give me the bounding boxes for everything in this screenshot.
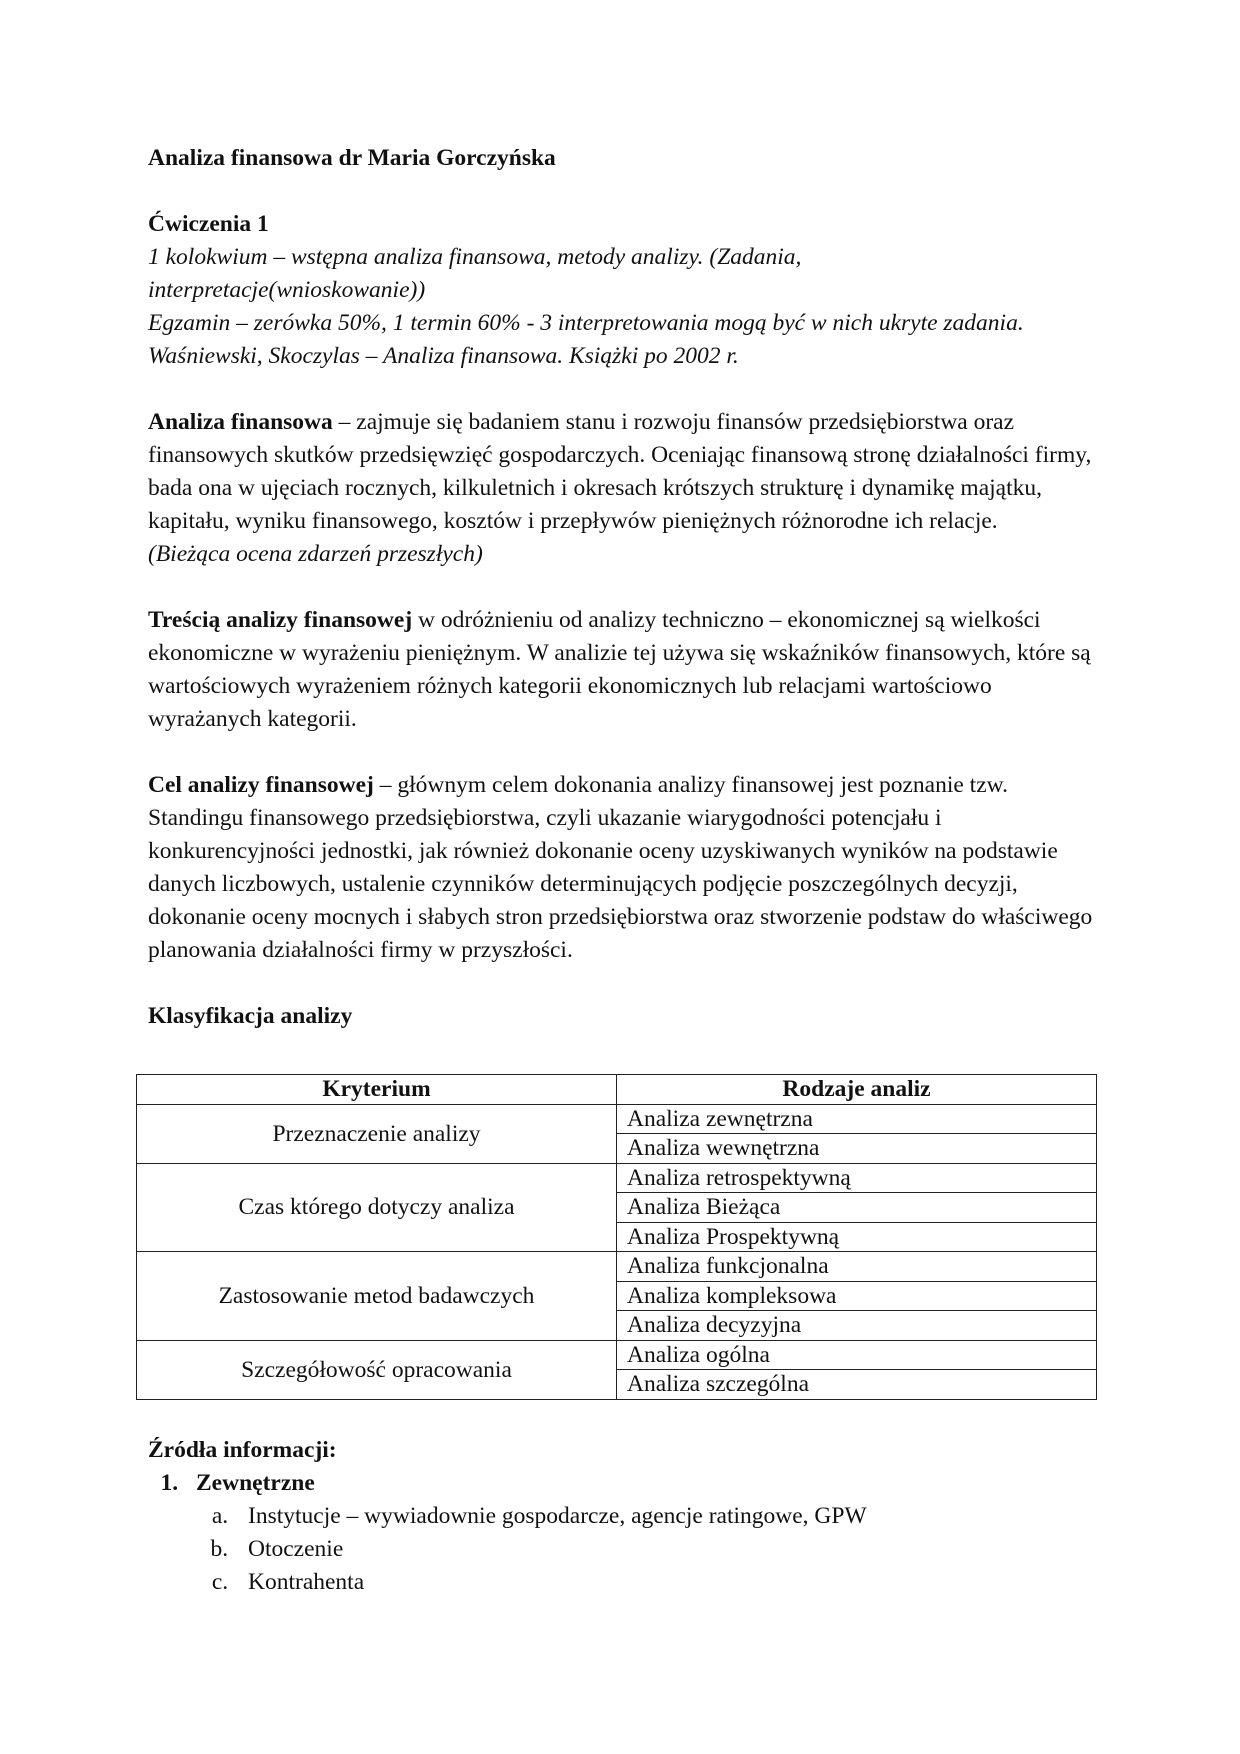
definition-term: Analiza finansowa (148, 409, 333, 435)
criterion-cell: Czas którego dotyczy analiza (137, 1163, 617, 1252)
note-line: Waśniewski, Skoczylas – Analiza finansowa. Książki po 2002 r. (148, 343, 739, 369)
sub-list (196, 1500, 1108, 1599)
criterion-cell: Zastosowanie metod badawczych (137, 1252, 617, 1341)
sources-heading: Źródła informacji: (148, 1437, 337, 1463)
content-term: Treścią analizy finansowej (148, 607, 413, 633)
document-body (148, 142, 1108, 1033)
note-line: interpretacje(wnioskowanie)) (148, 277, 426, 303)
list-item-label: Zewnętrzne (196, 1470, 315, 1496)
type-cell: Analiza Bieżąca (617, 1193, 1097, 1223)
type-cell: Analiza szczególna (617, 1370, 1097, 1400)
sources-list (148, 1467, 1108, 1599)
type-cell: Analiza wewnętrzna (617, 1134, 1097, 1164)
goal-term: Cel analizy finansowej (148, 772, 374, 798)
definition-note: (Bieżąca ocena zdarzeń przeszłych) (148, 541, 483, 567)
type-cell: Analiza decyzyjna (617, 1311, 1097, 1341)
table-header-row (137, 1075, 1097, 1105)
note-line: Egzamin – zerówka 50%, 1 termin 60% - 3 interpretowania mogą być w nich ukryte zadania. (148, 310, 1024, 336)
definition-paragraph (148, 406, 1108, 538)
header-criterion: Kryterium (137, 1075, 617, 1105)
table-row (137, 1252, 1097, 1282)
content-text: w odróżnieniu od analizy techniczno – ekonomicznej są wielkości ekonomiczne w wyrażeniu pieniężnym. W analizie tej używa się wskaźników finansowych, które są wartościowych wyrażeniem różnych kategorii ekonomicznych lub relacjami wartościowo wyrażanych kategorii. (148, 607, 1091, 732)
criterion-cell: Przeznaczenie analizy (137, 1104, 617, 1163)
type-cell: Analiza kompleksowa (617, 1281, 1097, 1311)
type-cell: Analiza Prospektywną (617, 1222, 1097, 1252)
sources-section (148, 1434, 1108, 1599)
type-cell: Analiza zewnętrzna (617, 1104, 1097, 1134)
table-row (137, 1104, 1097, 1134)
header-types: Rodzaje analiz (617, 1075, 1097, 1105)
goal-text: – głównym celem dokonania analizy finansowej jest poznanie tzw. Standingu finansowego przedsiębiorstwa, czyli ukazanie wiarygodności potencjału i konkurencyjności jednostki, jak również dokonanie oceny uzyskiwanych wyników na podstawie danych liczbowych, ustalenie czynników determinujących podjęcie poszczególnych decyzji, dokonanie oceny mocnych i słabych stron przedsiębiorstwa oraz stworzenie podstaw do właściwego planowania działalności firmy w przyszłości. (148, 772, 1093, 963)
type-cell: Analiza funkcjonalna (617, 1252, 1097, 1282)
type-cell: Analiza ogólna (617, 1340, 1097, 1370)
document-title: Analiza finansowa dr Maria Gorczyńska (148, 145, 556, 171)
classification-heading: Klasyfikacja analizy (148, 1003, 353, 1029)
note-line: 1 kolokwium – wstępna analiza finansowa, metody analizy. (Zadania, (148, 244, 802, 270)
definition-text: – zajmuje się badaniem stanu i rozwoju finansów przedsiębiorstwa oraz finansowych skutków przedsięwzięć gospodarczych. Oceniając finansową stronę działalności firmy, bada ona w ujęciach rocznych, kilkuletnich i okresach krótszych strukturę i dynamikę majątku, kapitału, wyniku finansowego, kosztów i przepływów pieniężnych różnorodne ich relacje. (148, 409, 1092, 534)
classification-table (136, 1074, 1097, 1400)
list-item (184, 1467, 1108, 1599)
sub-list-item: c. Kontrahenta (234, 1566, 1108, 1599)
table-row (137, 1163, 1097, 1193)
sub-list-item: b. Otoczenie (234, 1533, 1108, 1566)
sub-list-item: a. Instytucje – wywiadownie gospodarcze, agencje ratingowe, GPW (234, 1500, 1108, 1533)
section-heading: Ćwiczenia 1 (148, 211, 269, 237)
table-row (137, 1340, 1097, 1370)
criterion-cell: Szczegółowość opracowania (137, 1340, 617, 1399)
type-cell: Analiza retrospektywną (617, 1163, 1097, 1193)
goal-paragraph (148, 769, 1108, 967)
content-paragraph (148, 604, 1108, 736)
